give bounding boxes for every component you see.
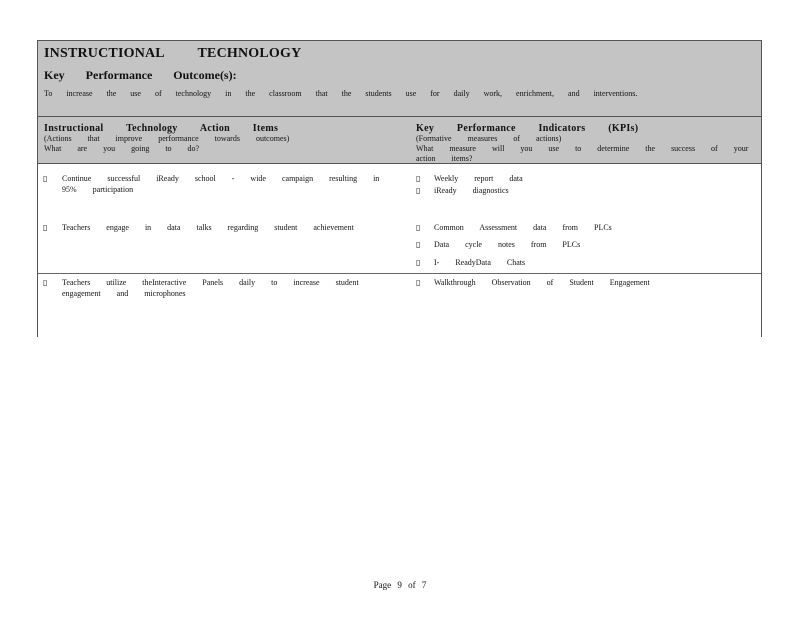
row-divider [38,273,761,274]
kpi-header [416,123,756,164]
table-body [37,164,762,337]
action-items-sub2: What are you going to do? [44,144,200,153]
checkbox-bullet-icon: ▯ [416,278,421,287]
action-item: Teachers utilize theInteractive Panels daily to increase student engagement and microphones [62,278,359,298]
action-item: Teachers engage in data talks regarding student achievement [62,223,354,232]
action-items-title: Instructional Technology Action Items [44,123,279,134]
checkbox-bullet-icon: ▯ [416,186,421,195]
checkbox-bullet-icon: ▯ [416,174,421,183]
checkbox-bullet-icon: ▯ [416,240,421,249]
checkbox-bullet-icon: ▯ [43,174,48,183]
checkbox-bullet-icon: ▯ [43,223,48,232]
action-items-sub1: (Actions that improve performance towards outcomes) [44,134,290,143]
action-items-header [44,123,404,154]
kpi-sub1: (Formative measures of actions) [416,134,562,143]
kpi-item: Walkthrough Observation of Student Engagement [434,278,650,287]
kpi-item: Weekly report data [434,174,523,183]
kpi-item: iReady diagnostics [434,186,509,195]
section-title: INSTRUCTIONAL TECHNOLOGY [44,46,302,61]
section-header [37,40,762,116]
kpi-item: I- ReadyData Chats [434,258,526,267]
kpi-item: Common Assessment data from PLCs [434,223,612,232]
kpi-item: Data cycle notes from PLCs [434,240,581,249]
checkbox-bullet-icon: ▯ [43,278,48,287]
document [37,40,762,337]
checkbox-bullet-icon: ▯ [416,223,421,232]
kpo-description: To increase the use of technology in the classroom that the students use for daily work, enrichment, and interventions. [44,89,638,98]
action-item: Continue successful iReady school - wide campaign resulting in 95% participation [62,174,380,194]
kpi-sub2: What measure will you use to determine the success of your action items? [416,144,749,163]
column-headers [37,116,762,164]
page-number: Page 9 of 7 [373,580,427,590]
kpi-title: Key Performance Indicators (KPIs) [416,123,639,134]
checkbox-bullet-icon: ▯ [416,258,421,267]
kpo-label: Key Performance Outcome(s): [44,68,237,82]
